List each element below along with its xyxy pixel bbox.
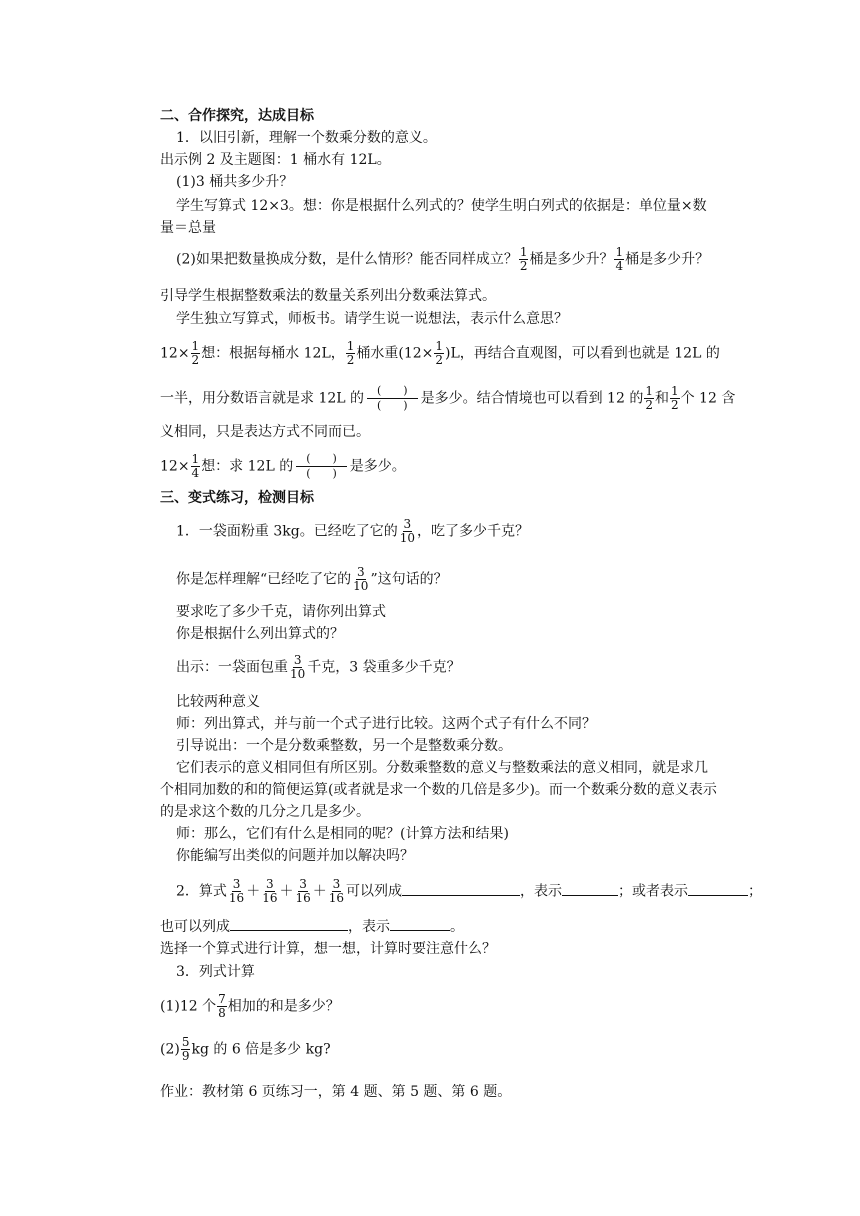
text: 桶是多少升？ [529, 251, 614, 268]
text: 1．一袋面粉重 3kg。已经吃了它的 [176, 523, 398, 540]
fraction [434, 340, 444, 367]
numerator: 3 [332, 877, 341, 891]
paragraph: 学生写算式 12×3。想：你是根据什么列式的？使学生明白列式的依据是：单位量×数 [176, 198, 707, 214]
text: 也可以列成 [160, 919, 230, 935]
denominator: 16 [228, 891, 245, 905]
numerator: 3 [299, 877, 307, 891]
denominator: 4 [191, 466, 200, 480]
fraction [614, 246, 624, 273]
text: 。 [450, 919, 464, 935]
denominator: 4 [615, 259, 624, 273]
denominator: 16 [262, 891, 278, 905]
blank-numerator: ( ) [296, 452, 347, 467]
denominator: 8 [218, 1006, 226, 1020]
paragraph-fraction-line [160, 384, 740, 413]
numerator: 7 [218, 992, 226, 1006]
paragraph-fraction-line [176, 518, 756, 545]
paragraph: (1)3 桶共多少升？ [176, 174, 294, 190]
fraction [346, 340, 356, 367]
numerator: 3 [266, 877, 274, 891]
fraction [181, 1036, 191, 1063]
numerator: 3 [403, 517, 412, 531]
answer-blank[interactable] [562, 881, 618, 896]
text: 可以列成 [346, 883, 403, 900]
blank-denominator: ( ) [377, 399, 408, 412]
fraction [294, 878, 311, 905]
numerator: 1 [191, 339, 200, 353]
paragraph: 要求吃了多少千克，请你列出算式 [176, 604, 386, 620]
numerator: 1 [519, 245, 528, 259]
fraction [328, 878, 345, 905]
text: ，表示 [520, 883, 563, 900]
fraction [261, 878, 278, 905]
paragraph: 1．以旧引新，理解一个数乘分数的意义。 [176, 130, 437, 146]
denominator: 10 [290, 667, 306, 681]
fraction [191, 453, 201, 480]
text: 和 [654, 390, 669, 407]
question-3-1 [160, 993, 740, 1020]
text: 个 12 含 [680, 390, 736, 407]
fraction [289, 654, 306, 681]
paragraph: 师：列出算式，并与前一个式子进行比较。这两个式子有什么不同？ [176, 716, 596, 732]
question-3-heading: 3．列式计算 [176, 964, 255, 980]
denominator: 2 [645, 398, 653, 412]
section-heading: 三、变式练习，检测目标 [160, 490, 314, 506]
text: (2) [160, 1041, 180, 1058]
text: 是多少。结合情境也可以看到 12 的 [420, 390, 644, 407]
plus-sign: ＋ [312, 883, 327, 900]
paragraph-fraction-line [176, 654, 756, 681]
paragraph: 出示例 2 及主题图：1 桶水有 12L。 [160, 152, 391, 168]
numerator: 3 [232, 877, 241, 891]
text: (2)如果把数量换成分数，是什么情形？能否同样成立？ [176, 251, 518, 268]
fraction [228, 878, 245, 905]
paragraph-fraction-line [160, 452, 740, 481]
fraction [352, 566, 369, 593]
text: 是多少。 [349, 458, 406, 475]
fraction [644, 385, 654, 412]
numerator: 1 [346, 339, 355, 353]
text: ；或者表示 [618, 883, 689, 900]
section-heading: 二、合作探究，达成目标 [160, 108, 314, 124]
denominator: 16 [328, 891, 345, 905]
homework-line: 作业：教材第 6 页练习一，第 4 题、第 5 题、第 6 题。 [160, 1084, 512, 1100]
fraction [670, 385, 680, 412]
numerator: 1 [435, 339, 444, 353]
text: 出示：一袋面包重 [176, 659, 288, 676]
blank-denominator: ( ) [306, 467, 337, 480]
paragraph: 选择一个算式进行计算，想一想，计算时要注意什么？ [160, 941, 496, 957]
text: (1)12 个 [160, 998, 217, 1015]
blank-fraction [296, 452, 347, 481]
numerator: 3 [356, 565, 365, 579]
question-3-2 [160, 1036, 740, 1063]
paragraph-fraction-line [160, 340, 740, 367]
answer-blank[interactable] [402, 881, 520, 896]
text: 你是怎样理解“已经吃了它的 [176, 571, 352, 588]
numerator: 1 [645, 384, 653, 398]
numerator: 5 [181, 1035, 190, 1049]
text: 相加的和是多少？ [227, 998, 340, 1015]
text: ”这句话的？ [370, 571, 448, 588]
numerator: 1 [670, 384, 679, 398]
paragraph: 你能编写出类似的问题并加以解决吗？ [176, 848, 414, 864]
paragraph-fraction-line [176, 246, 756, 273]
denominator: 2 [519, 259, 528, 273]
text: 桶水重(12× [356, 345, 434, 362]
paragraph: 比较两种意义 [176, 694, 260, 710]
paragraph: 引导学生根据整数乘法的数量关系列出分数乘法算式。 [160, 288, 496, 304]
text: 2．算式 [176, 883, 227, 900]
answer-blank[interactable] [390, 916, 450, 931]
paragraph: 引导说出：一个是分数乘整数，另一个是整数乘分数。 [176, 738, 512, 754]
paragraph: 它们表示的意义相同但有所区别。分数乘整数的意义与整数乘法的意义相同，就是求几 [176, 760, 708, 776]
numerator: 1 [615, 245, 624, 259]
text: 想：求 12L 的 [201, 458, 294, 475]
fraction [519, 246, 529, 273]
paragraph: 个相同加数的和的简便运算(或者就是求一个数的几倍是多少)。而一个数乘分数的意义表示 [160, 782, 717, 798]
text: ； [748, 883, 763, 900]
text: )L，再结合直观图，可以看到也就是 12L 的 [445, 345, 720, 362]
paragraph: 量＝总量 [160, 220, 216, 236]
plus-sign: ＋ [246, 883, 261, 900]
text: 一半，用分数语言就是求 12L 的 [160, 390, 365, 407]
text: 千克，3 袋重多少千克？ [307, 659, 461, 676]
blank-fraction [367, 384, 418, 413]
denominator: 10 [399, 531, 415, 545]
paragraph: 师：那么，它们有什么是相同的呢？(计算方法和结果) [176, 826, 509, 842]
denominator: 2 [435, 353, 444, 367]
paragraph: 义相同，只是表达方式不同而已。 [160, 424, 370, 440]
text: kg 的 6 倍是多少 kg? [191, 1041, 331, 1058]
text: ，吃了多少千克？ [417, 523, 529, 540]
paragraph-fraction-line [176, 566, 756, 593]
paragraph: 学生独立写算式，师板书。请学生说一说想法，表示什么意思？ [176, 311, 568, 327]
denominator: 16 [295, 891, 311, 905]
denominator: 2 [670, 398, 679, 412]
fraction [191, 340, 201, 367]
denominator: 2 [191, 353, 200, 367]
paragraph: 的是求这个数的几分之几是多少。 [160, 804, 370, 820]
question-2-line2 [160, 916, 740, 937]
denominator: 10 [353, 579, 369, 593]
denominator: 9 [181, 1049, 190, 1063]
numerator: 1 [191, 452, 200, 466]
plus-sign: ＋ [279, 883, 294, 900]
question-2-line1 [176, 877, 763, 905]
text: 想：根据每桶水 12L， [201, 345, 345, 362]
text: 12× [160, 458, 190, 475]
fraction [217, 993, 227, 1020]
text: ，表示 [348, 919, 390, 935]
denominator: 2 [346, 353, 355, 367]
paragraph: 你是根据什么列出算式的？ [176, 626, 344, 642]
text: 12× [160, 345, 190, 362]
answer-blank[interactable] [230, 916, 348, 931]
fraction [399, 518, 416, 545]
answer-blank[interactable] [688, 881, 748, 896]
numerator: 3 [293, 653, 302, 667]
text: 桶是多少升？ [625, 251, 710, 268]
blank-numerator: ( ) [367, 384, 418, 399]
